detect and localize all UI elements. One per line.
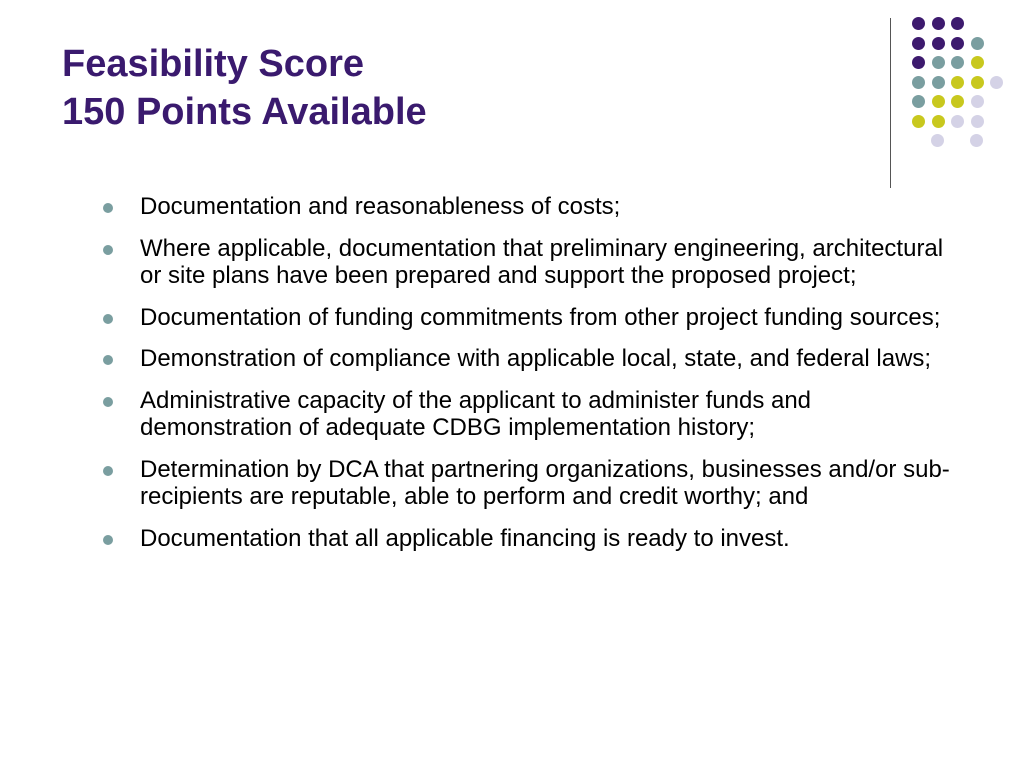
bullet-icon: [103, 535, 113, 545]
decorative-dot: [970, 134, 983, 147]
bullet-list: [100, 193, 960, 566]
bullet-icon: [103, 397, 113, 407]
decorative-dot: [912, 115, 925, 128]
decorative-dot: [971, 37, 984, 50]
bullet-text: Documentation and reasonableness of costs;: [140, 193, 621, 220]
bullet-icon: [103, 314, 113, 324]
dot-grid-decoration: [0, 0, 1024, 200]
bullet-text: Demonstration of compliance with applicable local, state, and federal laws;: [140, 345, 932, 372]
bullet-item: [100, 387, 960, 442]
decorative-dot: [951, 37, 964, 50]
decorative-dot: [971, 95, 984, 108]
bullet-text: Administrative capacity of the applicant to administer funds and demonstration of adequate CDBG implementation history;: [140, 386, 812, 441]
decorative-dot: [912, 37, 925, 50]
decorative-dot: [951, 17, 964, 30]
decorative-dot: [912, 56, 925, 69]
decorative-dot: [932, 76, 945, 89]
bullet-item: [100, 456, 960, 511]
decorative-dot: [932, 115, 945, 128]
decorative-dot: [971, 76, 984, 89]
decorative-dot: [971, 115, 984, 128]
decorative-dot: [971, 56, 984, 69]
decorative-dot: [932, 95, 945, 108]
bullet-icon: [103, 355, 113, 365]
decorative-dot: [932, 56, 945, 69]
title-line-2: 150 Points Available: [62, 91, 427, 133]
decorative-dot: [990, 76, 1003, 89]
bullet-icon: [103, 466, 113, 476]
bullet-text: Documentation of funding commitments from other project funding sources;: [140, 303, 941, 331]
decorative-dot: [912, 95, 925, 108]
bullet-item: [100, 193, 960, 221]
decorative-dot: [912, 17, 925, 30]
decorative-dot: [951, 76, 964, 89]
decorative-dot: [912, 76, 925, 89]
decorative-dot: [951, 56, 964, 69]
bullet-text: Where applicable, documentation that preliminary engineering, architectural or site plans have been prepared and support the proposed project;: [140, 234, 944, 289]
decorative-dot: [932, 37, 945, 50]
bullet-item: [100, 525, 960, 553]
bullet-item: [100, 304, 960, 332]
bullet-text: Documentation that all applicable financing is ready to invest.: [140, 524, 790, 552]
decorative-dot: [931, 134, 944, 147]
bullet-text: Determination by DCA that partnering organizations, businesses and/or sub-recipients are reputable, able to perform and credit worthy; and: [140, 455, 950, 510]
bullet-icon: [103, 245, 113, 255]
bullet-item: [100, 345, 960, 373]
decorative-dot: [951, 115, 964, 128]
decorative-dot: [951, 95, 964, 108]
bullet-icon: [103, 203, 113, 213]
bullet-item: [100, 235, 960, 290]
title-line-1: Feasibility Score: [62, 43, 365, 85]
decorative-dot: [932, 17, 945, 30]
